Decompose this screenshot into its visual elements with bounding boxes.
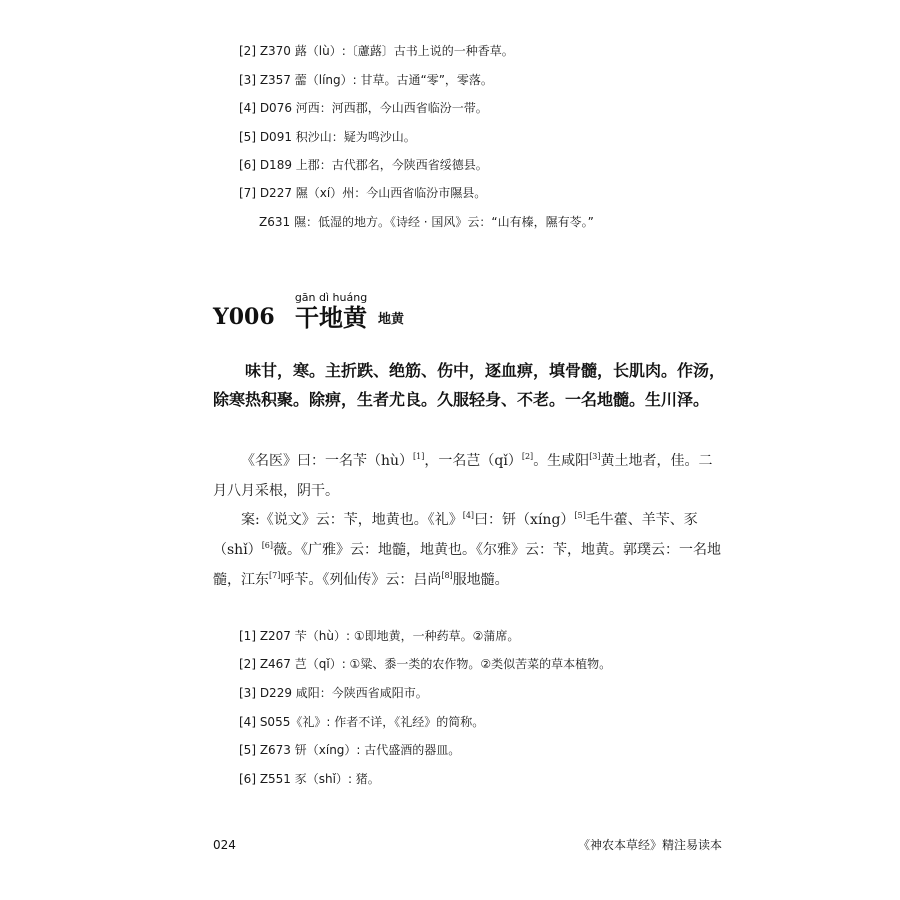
footnote-ref-5: [5] xyxy=(574,511,586,520)
para2-line-1 xyxy=(213,505,723,535)
commentary-paragraph-1 xyxy=(213,446,723,506)
main-text xyxy=(213,356,726,414)
entry-name: 干地黄 xyxy=(295,303,367,332)
note-5: [5] D091 积沙山：疑为鸣沙山。 xyxy=(239,130,416,144)
main-text-line-1: 味甘，寒。主折跌、绝筋、伤中，逐血痹，填骨髓，长肌肉。作汤， xyxy=(245,361,726,380)
note-3: [3] Z357 蘦（líng）: 甘草。古通“零”，零落。 xyxy=(239,73,493,87)
footnote-ref-7: [7] xyxy=(269,571,281,580)
note-7-sub: Z631 隰：低湿的地方。《诗经 · 国风》云：“山有榛，隰有苓。” xyxy=(259,215,594,229)
para1-text-a: 《名医》曰：一名苄（hù） xyxy=(241,453,414,469)
bottom-note-4: [4] S055《礼》: 作者不详，《礼经》的简称。 xyxy=(239,715,485,729)
para2-text-d: （shǐ） xyxy=(213,542,262,558)
entry-alias: 地黄 xyxy=(378,312,405,327)
bottom-note-5: [5] Z673 钘（xíng）: 古代盛酒的器皿。 xyxy=(239,743,461,757)
para2-text-g: 呼苄。《列仙传》云：吕尚 xyxy=(280,572,442,588)
para2-line-2 xyxy=(213,535,723,565)
para2-text-f: 髓，江东 xyxy=(213,572,269,588)
para2-text-b: 曰：钘（xíng） xyxy=(474,512,575,528)
note-2: [2] Z370 蕗（lù）:〔藘蕗〕古书上说的一种香草。 xyxy=(239,44,514,58)
footnote-ref-8: [8] xyxy=(441,571,453,580)
page-number: 024 xyxy=(213,838,236,852)
para1-text-c: 。生咸阳 xyxy=(533,453,590,469)
main-text-line-2: 除寒热积聚。除痹，生者尤良。久服轻身、不老。一名地髓。生川泽。 xyxy=(213,390,710,409)
footnote-ref-3: [3] xyxy=(589,452,601,461)
commentary-paragraph-2 xyxy=(213,505,723,595)
footnote-ref-2: [2] xyxy=(521,452,534,461)
bottom-note-1: [1] Z207 苄（hù）: ①即地黄，一种药草。②蒲席。 xyxy=(239,629,520,643)
bottom-note-3: [3] D229 咸阳：今陕西省咸阳市。 xyxy=(239,686,428,700)
para2-text-h: 服地髓。 xyxy=(452,572,509,588)
entry-code: Y006 xyxy=(213,304,275,330)
para1-text-d: 黄土地者，佳。二 xyxy=(600,453,713,469)
entry-heading xyxy=(213,292,713,332)
bottom-note-2: [2] Z467 芑（qǐ）: ①粱、黍一类的农作物。②类似苦菜的草本植物。 xyxy=(239,657,612,671)
note-7: [7] D227 隰（xí）州：今山西省临汾市隰县。 xyxy=(239,186,487,200)
note-4: [4] D076 河西：河西郡，今山西省临汾一带。 xyxy=(239,101,488,115)
note-6: [6] D189 上郡：古代郡名，今陕西省绥德县。 xyxy=(239,158,488,172)
para1-line-2: 月八月采根，阴干。 xyxy=(213,483,339,499)
entry-pinyin: gān dì huáng xyxy=(294,291,368,304)
para2-line-3 xyxy=(213,565,723,595)
para2-text-e: 薇。《广雅》云：地髓，地黄也。《尔雅》云：苄，地黄。郭璞云：一名地 xyxy=(273,542,722,558)
bottom-note-6: [6] Z551 豕（shǐ）: 猪。 xyxy=(239,772,380,786)
para1-line-1 xyxy=(213,446,723,476)
footnote-ref-1: [1] xyxy=(413,452,425,461)
footnote-ref-6: [6] xyxy=(261,541,274,550)
footnote-ref-4: [4] xyxy=(462,511,475,520)
running-title: 《神农本草经》精注易读本 xyxy=(577,838,722,852)
para2-text-c: 毛牛藿、羊苄、豕 xyxy=(585,512,698,528)
para2-text-a: 案:《说文》云：苄，地黄也。《礼》 xyxy=(241,512,463,528)
para1-text-b: ，一名芑（qǐ） xyxy=(424,453,522,469)
